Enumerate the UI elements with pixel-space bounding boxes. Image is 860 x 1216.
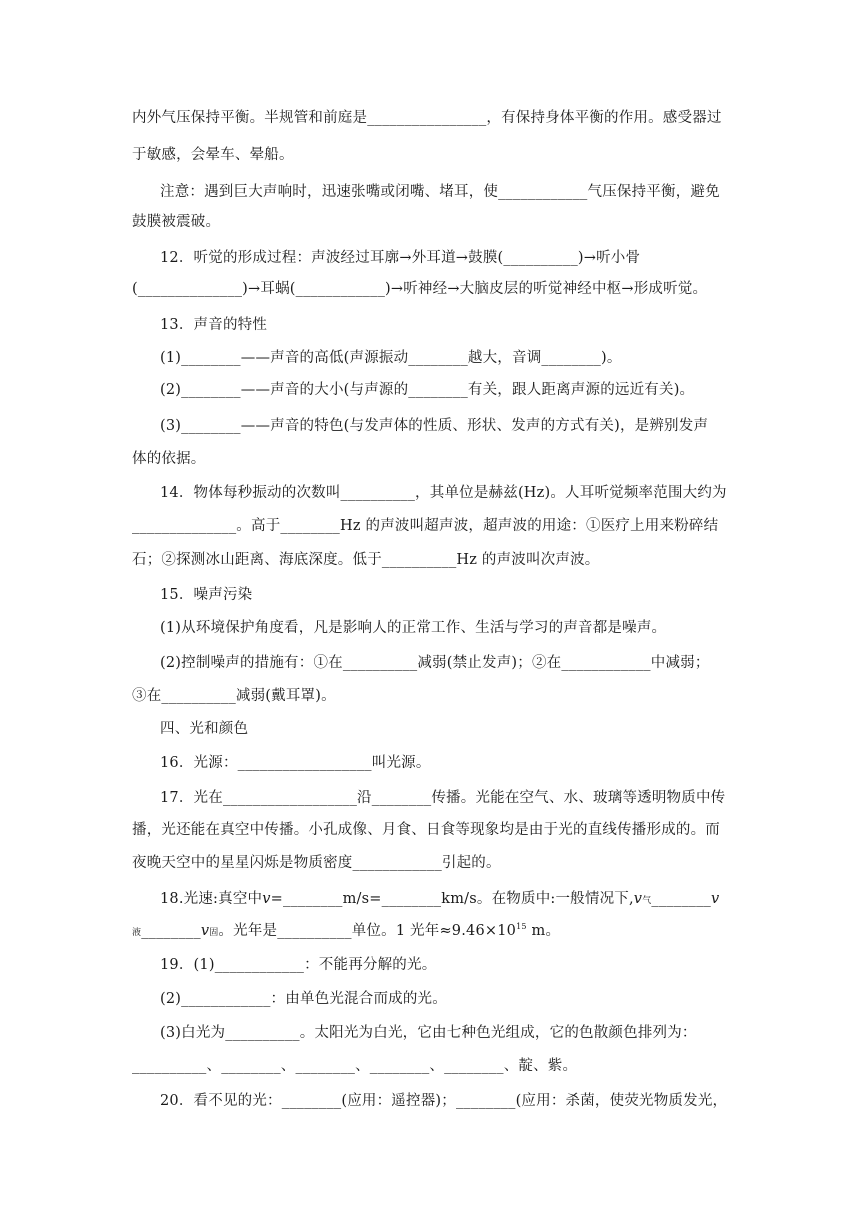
text-line: 注意：遇到巨大声响时，迅速张嘴或闭嘴、堵耳，使____________气压保持平衡，避免 bbox=[160, 184, 720, 200]
subscript: 气 bbox=[642, 896, 652, 906]
text-line: 14．物体每秒振动的次数叫__________，其单位是赫兹(Hz)。人耳听觉频率范围大约为 bbox=[160, 485, 727, 501]
text-segment: 18.光速:真空中 bbox=[160, 891, 263, 907]
text-segment: ________ bbox=[141, 923, 201, 939]
section-heading: 15．噪声污染 bbox=[160, 587, 253, 603]
symbol-v: v bbox=[633, 891, 643, 907]
text-line: 鼓膜被震破。 bbox=[132, 214, 221, 230]
text-line: 夜晚天空中的星星闪烁是物质密度____________引起的。 bbox=[132, 855, 501, 871]
text-line: (2)________——声音的大小(与声源的________有关，跟人距离声源的远近有关)。 bbox=[160, 382, 695, 398]
text-segment: =________m/s=________km/s。在物质中:一般情况下, bbox=[270, 891, 634, 907]
symbol-v: v bbox=[200, 923, 210, 939]
section-heading: 四、光和颜色 bbox=[160, 721, 249, 737]
text-line: 20．看不见的光：________(应用：遥控器)；________(应用：杀菌，使荧光物质发光， bbox=[160, 1093, 728, 1109]
text-line: 于敏感，会晕车、晕船。 bbox=[132, 147, 294, 163]
text-segment: m。 bbox=[526, 923, 561, 939]
text-line: (1)从环境保护角度看，凡是影响人的正常工作、生活与学习的声音都是噪声。 bbox=[160, 620, 667, 636]
text-line: 19．(1)____________：不能再分解的光。 bbox=[160, 957, 437, 973]
subscript: 液 bbox=[132, 928, 142, 938]
text-line: 体的依据。 bbox=[132, 451, 206, 467]
subscript: 固 bbox=[209, 928, 219, 938]
text-line: 石；②探测冰山距离、海底深度。低于__________Hz 的声波叫次声波。 bbox=[132, 552, 600, 568]
text-line: 播，光还能在真空中传播。小孔成像、月食、日食等现象均是由于光的直线传播形成的。而 bbox=[132, 822, 720, 838]
text-line: ③在__________减弱(戴耳罩)。 bbox=[132, 688, 336, 704]
superscript: 15 bbox=[516, 922, 527, 932]
text-line: ______________。高于________Hz 的声波叫超声波，超声波的用途：①医疗上用来粉碎结 bbox=[132, 518, 719, 534]
symbol-v: v bbox=[262, 891, 271, 907]
text-line: 12．听觉的形成过程：声波经过耳廓→外耳道→鼓膜(__________)→听小骨 bbox=[160, 250, 641, 266]
text-line: (1)________——声音的高低(声源振动________越大，音调________)。 bbox=[160, 350, 622, 366]
text-line: 内外气压保持平衡。半规管和前庭是________________，有保持身体平衡的作用。感受器过 bbox=[132, 110, 722, 126]
text-line: (2)____________：由单色光混合而成的光。 bbox=[160, 991, 447, 1007]
text-line: (3)白光为__________。太阳光为白光，它由七种色光组成，它的色散颜色排列为： bbox=[160, 1025, 697, 1041]
symbol-v: v bbox=[711, 891, 720, 907]
text-line: (2)控制噪声的措施有：①在__________减弱(禁止发声)；②在____________中减弱； bbox=[160, 655, 710, 671]
text-line: (3)________——声音的特色(与发声体的性质、形状、发声的方式有关)，是辨别发声 bbox=[160, 418, 709, 434]
text-line bbox=[160, 889, 760, 911]
text-line: __________、________、________、________、________、靛、紫。 bbox=[132, 1058, 578, 1074]
text-line: 17．光在__________________沿________传播。光能在空气、水、玻璃等透明物质中传 bbox=[160, 790, 726, 806]
section-heading: 13．声音的特性 bbox=[160, 317, 268, 333]
text-segment: ________ bbox=[651, 891, 712, 907]
text-line: (______________)→耳蜗(____________)→听神经→大脑皮层的听觉神经中枢→形成听觉。 bbox=[132, 281, 708, 297]
text-segment: 。光年是__________单位。1 光年≈9.46×10 bbox=[218, 923, 517, 939]
text-line bbox=[132, 921, 732, 943]
text-line: 16．光源：__________________叫光源。 bbox=[160, 755, 431, 771]
